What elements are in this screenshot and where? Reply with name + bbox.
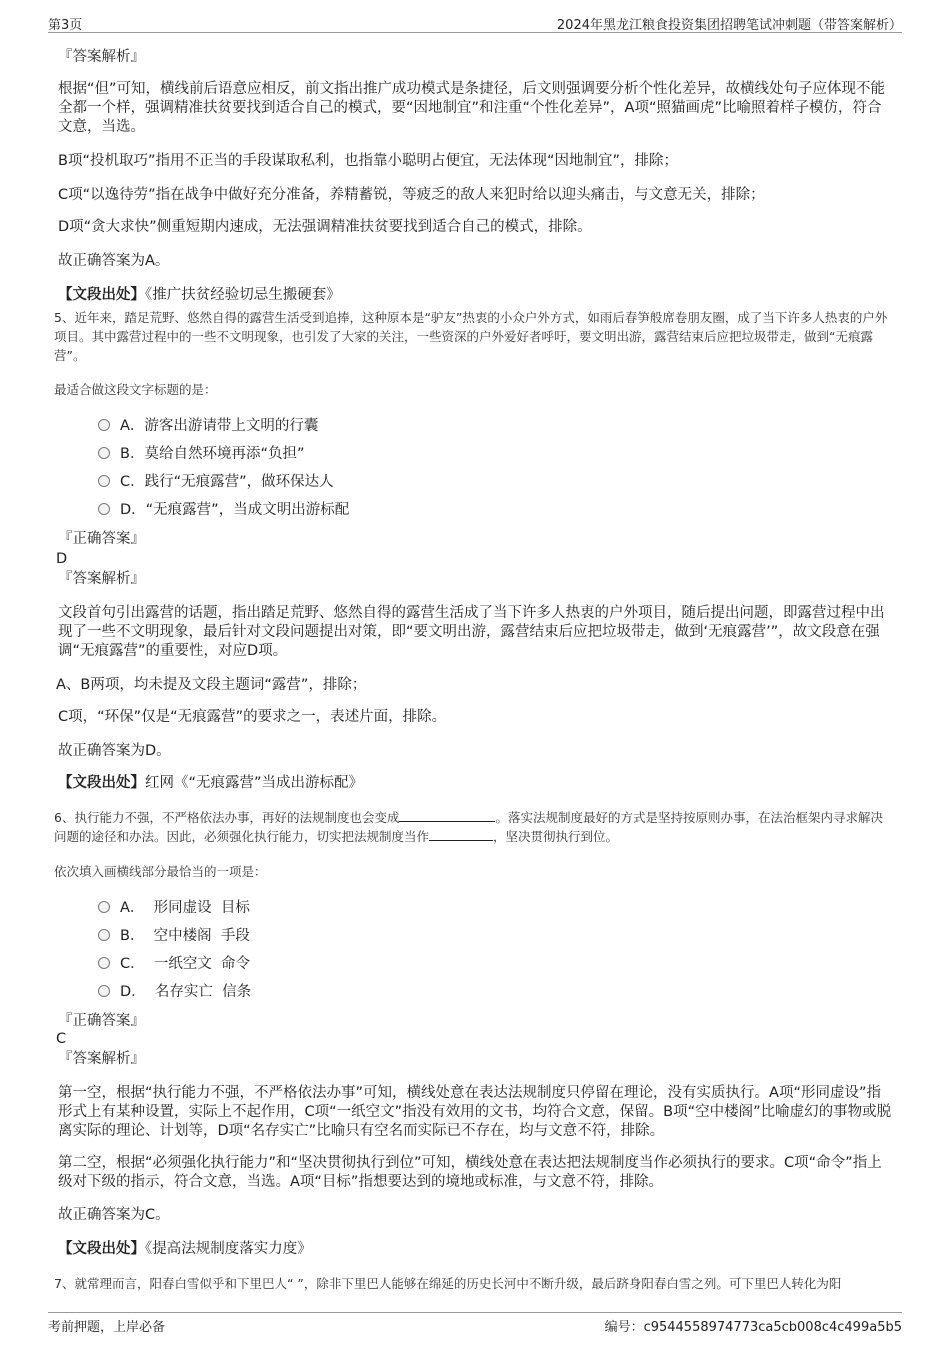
- q6-analysis-p1: 第一空，根据“执行能力不强，不严格依法办事”可知，横线处意在表达法规制度只停留在理论，没有实质执行。A项“形同虚设”指形式上有某种设置，实际上不起作用，C项“一纸空文”指没有效用的文书，均符合文意，保留。B项“空中楼阁”比喻虚幻的事物或脱离实际的理论、计划等，D项“名存实亡”比喻只有空名而实际已不存在，均与文意不符，排除。: [58, 1085, 892, 1139]
- radio-icon[interactable]: [98, 475, 110, 487]
- q5-analysis-p1: 文段首句引出露营的话题，指出踏足荒野、悠然自得的露营生活成了当下许多人热衷的户外项目，随后提出问题，即露营过程中出现了一些不文明现象，最后针对文段问题提出对策，即“要文明出游，露营结束后应把垃圾带走，做到‘无痕露营’”，故文段意在强调“无痕露营”的重要性，对应D项。: [58, 605, 885, 659]
- q6-source-label: 【文段出处】: [58, 1241, 145, 1257]
- q6-option-d[interactable]: D． 名存实亡 信条: [98, 982, 251, 1002]
- page-header: [48, 12, 902, 33]
- q4-source-text: 《推广扶贫经验切忌生搬硬套》: [145, 287, 341, 303]
- q6-option-b[interactable]: B． 空中楼阁 手段: [98, 926, 250, 946]
- q5-analysis-p4: 故正确答案为D。: [58, 743, 171, 759]
- q5-question: 最适合做这段文字标题的是：: [54, 382, 217, 397]
- blank-1: [399, 809, 495, 822]
- q6-option-c[interactable]: C． 一纸空文 命令: [98, 954, 250, 974]
- q5-analysis-p2: A、B两项，均未提及文段主题词“露营”，排除；: [56, 677, 367, 693]
- page-number: 第3页: [48, 18, 83, 33]
- q6-analysis-p2: 第二空，根据“必须强化执行能力”和“坚决贯彻执行到位”可知，横线处意在表达把法规制度当作必须执行的要求。C项“命令”指上级对下级的指示，符合文意，当选。A项“目标”指想要达到的境地或标准，与文意不符，排除。: [58, 1155, 882, 1190]
- radio-icon[interactable]: [98, 419, 110, 431]
- document-title: 2024年黑龙江粮食投资集团招聘笔试冲刺题（带答案解析）: [556, 18, 902, 33]
- radio-icon[interactable]: [98, 929, 110, 941]
- q5-source-label: 【文段出处】: [58, 775, 145, 791]
- q5-analysis-p3: C项，“环保”仅是“无痕露营”的要求之一，表述片面，排除。: [58, 709, 447, 725]
- q5-answer-label: 『正确答案』: [58, 531, 145, 547]
- q4-analysis-label: 『答案解析』: [58, 49, 145, 65]
- q5-option-c[interactable]: C．践行“无痕露营”，做环保达人: [98, 472, 334, 492]
- q5-option-a[interactable]: A．游客出游请带上文明的行囊: [98, 416, 318, 436]
- q6-question: 依次填入画横线部分最恰当的一项是：: [54, 864, 267, 879]
- q5-analysis-label: 『答案解析』: [58, 571, 145, 587]
- q4-analysis-p5: 故正确答案为A。: [58, 253, 170, 269]
- radio-icon[interactable]: [98, 503, 110, 515]
- q6-source: [58, 1240, 893, 1259]
- radio-icon[interactable]: [98, 985, 110, 997]
- q5-stem: 5、近年来，踏足荒野、悠然自得的露营生活受到追捧，这种原本是“驴友”热衷的小众户外方式，如雨后春笋般席卷朋友圈，成了当下许多人热衷的户外项目。其中露营过程中的一些不文明现象，也引发了大家的关注，一些资深的户外爱好者呼吁，要文明出游，露营结束后应把垃圾带走，做到“无痕露营”。: [54, 310, 888, 363]
- q6-analysis-label: 『答案解析』: [58, 1051, 145, 1067]
- document-id: 编号：c9544558974773ca5cb008c4c499a5b5: [604, 1320, 902, 1335]
- radio-icon[interactable]: [98, 447, 110, 459]
- q4-analysis-p3: C项“以逸待劳”指在战争中做好充分准备，养精蓄锐，等疲乏的敌人来犯时给以迎头痛击，与文意无关，排除；: [58, 187, 765, 203]
- q5-source-text: 红网《“无痕露营”当成出游标配》: [145, 775, 364, 791]
- q6-analysis-p3: 故正确答案为C。: [58, 1207, 170, 1223]
- q4-analysis-p4: D项“贪大求快”侧重短期内速成，无法强调精准扶贫要找到适合自己的模式，排除。: [58, 219, 592, 235]
- q4-source: [58, 286, 893, 305]
- radio-icon[interactable]: [98, 957, 110, 969]
- q5-answer: D: [56, 551, 68, 567]
- radio-icon[interactable]: [98, 901, 110, 913]
- q6-answer: C: [56, 1031, 67, 1047]
- page-footer: [48, 1312, 902, 1335]
- q7-stem: 7、就常理而言，阳春白雪似乎和下里巴人“ ”，除非下里巴人能够在绵延的历史长河中不断升级，最后跻身阳春白雪之列。可下里巴人转化为阳: [54, 1276, 842, 1291]
- q5-option-b[interactable]: B．莫给自然环境再添“负担”: [98, 444, 304, 464]
- q5-source: [58, 774, 893, 793]
- q6-stem: 6、执行能力不强，不严格依法办事，再好的法规制度也会变成 。落实法规制度最好的方式是坚持按原则办事，在法治框架内寻求解决问题的途径和办法。因此，必须强化执行能力，切实把法规制度当作 ，坚决贯彻执行到位。: [54, 810, 883, 844]
- q4-analysis-p1: 根据“但”可知，横线前后语意应相反，前文指出推广成功模式是条捷径，后文则强调要分析个性化差异，故横线处句子应体现不能全都一个样，强调精准扶贫要找到适合自己的模式，要“因地制宜”和注重“个性化差异”，A项“照猫画虎”比喻照着样子模仿，符合文意，当选。: [58, 81, 886, 135]
- q4-analysis-p2: B项“投机取巧”指用不正当的手段谋取私利，也指靠小聪明占便宜，无法体现“因地制宜”，排除；: [58, 153, 678, 169]
- blank-2: [429, 828, 493, 841]
- q6-option-a[interactable]: A． 形同虚设 目标: [98, 898, 250, 918]
- q6-source-text: 《提高法规制度落实力度》: [145, 1241, 312, 1257]
- q5-option-d[interactable]: D．“无痕露营”，当成文明出游标配: [98, 500, 349, 520]
- footer-slogan: 考前押题，上岸必备: [48, 1320, 166, 1335]
- q6-answer-label: 『正确答案』: [58, 1013, 145, 1029]
- q4-source-label: 【文段出处】: [58, 287, 145, 303]
